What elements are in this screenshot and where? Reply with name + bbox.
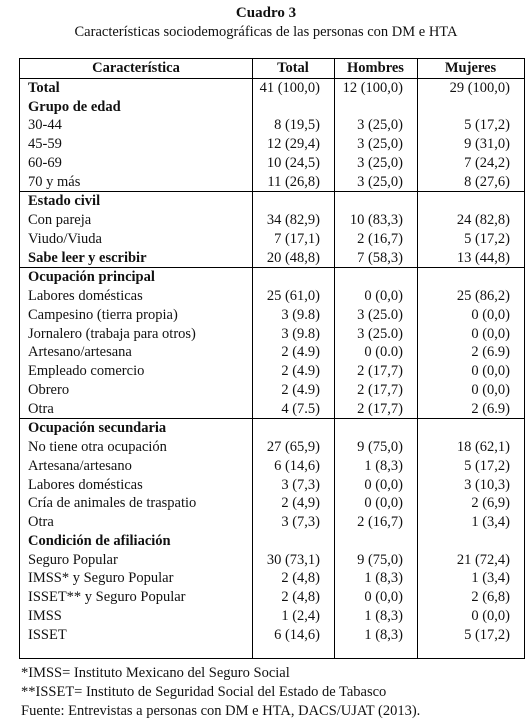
cell-hombres: 3 (25,0) [357, 154, 403, 171]
row-label: Viudo/Viuda [28, 230, 102, 247]
table-row [20, 381, 524, 400]
table-row [20, 362, 524, 381]
cell-mujeres: 29 (100,0) [449, 79, 510, 96]
cell-hombres [334, 419, 417, 438]
cell-hombres: 3 (25,0) [357, 117, 403, 134]
row-label: Grupo de edad [28, 98, 121, 115]
sociodemographic-table [20, 59, 524, 644]
section-header-row [20, 419, 524, 438]
cell-hombres: 2 (17,7) [357, 381, 403, 398]
row-label: Con pareja [28, 212, 92, 228]
cell-mujeres [417, 192, 524, 211]
row-label: Empleado comercio [28, 363, 145, 379]
row-label: Labores domésticas [28, 288, 143, 304]
row-label: Jornalero (trabaja para otros) [28, 325, 196, 342]
cell-total: 2 (4,8) [281, 589, 320, 605]
cell-mujeres: 2 (6.9) [471, 344, 510, 361]
cell-mujeres: 0 (0,0) [471, 381, 510, 398]
cell-mujeres: 3 (10,3) [464, 476, 510, 493]
cell-hombres [334, 98, 417, 117]
cell-mujeres: 25 (86,2) [456, 288, 510, 304]
cell-total: 30 (73,1) [266, 551, 320, 568]
footnotes [21, 664, 526, 721]
table-row [20, 400, 524, 419]
table-row [20, 78, 524, 97]
footnote-isset: **ISSET= Instituto de Seguridad Social del Estado de Tabasco [21, 684, 387, 700]
cell-mujeres: 7 (24,2) [464, 154, 510, 171]
cell-hombres: 3 (25,0) [357, 136, 403, 152]
cell-hombres: 1 (8,3) [364, 626, 403, 643]
cell-mujeres: 9 (31,0) [464, 136, 510, 152]
cell-hombres: 3 (25,0) [357, 173, 403, 190]
cell-mujeres: 0 (0,0) [471, 325, 510, 342]
header-row [20, 59, 524, 78]
table-row [20, 476, 524, 495]
cell-mujeres: 5 (17,2) [464, 626, 510, 643]
row-label: Ocupación secundaria [20, 419, 252, 438]
cell-mujeres: 8 (27,6) [464, 173, 510, 190]
section-header-row [20, 268, 524, 287]
section-header-row [20, 532, 524, 551]
cell-mujeres: 13 (44,8) [456, 249, 510, 266]
table-row [20, 249, 524, 268]
cell-hombres: 12 (100,0) [342, 79, 403, 96]
cell-mujeres [417, 98, 524, 117]
row-label: ISSET [28, 626, 67, 643]
cell-hombres [334, 192, 417, 211]
row-label: Labores domésticas [28, 476, 143, 493]
cell-total: 3 (7,3) [281, 476, 320, 493]
cell-total: 27 (65,9) [266, 439, 320, 455]
table-row [20, 230, 524, 249]
cell-hombres: 2 (17,7) [357, 363, 403, 379]
row-label: IMSS* y Seguro Popular [28, 570, 174, 587]
cell-mujeres [417, 268, 524, 287]
row-label: Obrero [28, 381, 70, 398]
row-label: Total [28, 79, 60, 96]
cell-hombres: 0 (0,0) [364, 495, 403, 512]
cell-hombres: 9 (75,0) [357, 551, 403, 568]
cell-hombres: 0 (0.0) [364, 344, 403, 361]
column-header-total: Total [252, 59, 334, 78]
section-header-row [20, 98, 524, 117]
row-label: Cría de animales de traspatio [28, 495, 197, 512]
footnote-imss: *IMSS= Instituto Mexicano del Seguro Social [21, 665, 290, 681]
table-row [20, 457, 524, 476]
cell-total: 41 (100,0) [259, 79, 320, 96]
row-label: 70 y más [28, 173, 81, 190]
table-row [20, 173, 524, 192]
section-header-row [20, 192, 524, 211]
column-header-mujeres: Mujeres [417, 59, 524, 78]
cell-hombres [334, 532, 417, 551]
cell-total: 3 (7,3) [281, 514, 320, 530]
cell-mujeres: 5 (17,2) [464, 457, 510, 474]
column-header-caracteristica: Característica [20, 59, 252, 78]
row-label: Campesino (tierra propia) [28, 306, 178, 323]
table-row [20, 551, 524, 570]
row-label: Otra [28, 514, 54, 530]
row-label: 30-44 [28, 117, 62, 134]
cell-mujeres: 2 (6,8) [471, 589, 510, 605]
cell-total: 3 (9.8) [281, 306, 320, 323]
cell-mujeres: 1 (3,4) [471, 570, 510, 587]
table-row [20, 438, 524, 457]
cell-total: 4 (7.5) [281, 400, 320, 417]
cell-hombres: 2 (16,7) [357, 230, 403, 247]
cell-hombres: 2 (16,7) [357, 514, 403, 530]
table-title: Cuadro 3 [235, 5, 297, 21]
cell-total: 3 (9.8) [281, 325, 320, 342]
table-row [20, 513, 524, 532]
cell-hombres: 1 (8,3) [364, 607, 403, 624]
cell-total: 2 (4.9) [281, 381, 320, 398]
cell-mujeres: 0 (0,0) [471, 363, 510, 379]
column-header-hombres: Hombres [334, 59, 417, 78]
cell-mujeres: 24 (82,8) [456, 212, 510, 228]
cell-total: 2 (4,9) [281, 495, 320, 512]
cell-total: 7 (17,1) [274, 230, 320, 247]
cell-hombres: 2 (17,7) [357, 400, 403, 417]
cell-hombres: 7 (58,3) [357, 249, 403, 266]
cell-total: 2 (4,8) [281, 570, 320, 587]
row-label: Artesana/artesano [28, 457, 132, 474]
table-row [20, 569, 524, 588]
cell-total: 6 (14,6) [274, 457, 320, 474]
row-label: Ocupación principal [20, 268, 252, 287]
table-row [20, 154, 524, 173]
table-subtitle: Características sociodemográficas de las personas con DM e HTA [74, 24, 458, 40]
cell-total [252, 532, 334, 551]
cell-mujeres [417, 419, 524, 438]
table-row [20, 306, 524, 325]
cell-total [252, 419, 334, 438]
row-label: Artesano/artesana [28, 344, 132, 361]
cell-hombres: 0 (0,0) [364, 589, 403, 605]
cell-hombres: 1 (8,3) [364, 457, 403, 474]
cell-total [252, 192, 334, 211]
cell-mujeres: 0 (0,0) [471, 306, 510, 323]
cell-mujeres: 0 (0,0) [471, 607, 510, 624]
table-row [20, 211, 524, 230]
cell-mujeres: 21 (72,4) [456, 551, 510, 568]
cell-hombres: 0 (0,0) [364, 288, 403, 304]
cell-total: 8 (19,5) [274, 117, 320, 134]
cell-total: 10 (24,5) [266, 154, 320, 171]
source-note: Fuente: Entrevistas a personas con DM e HTA, DACS/UJAT (2013). [21, 703, 421, 719]
cell-total: 1 (2,4) [281, 607, 320, 624]
table-row [20, 287, 524, 306]
table-row [20, 343, 524, 362]
cell-mujeres: 5 (17,2) [464, 117, 510, 134]
cell-total: 6 (14,6) [274, 626, 320, 643]
table-row [20, 325, 524, 344]
cell-hombres [334, 268, 417, 287]
cell-hombres: 1 (8,3) [364, 570, 403, 587]
row-label: 60-69 [28, 154, 62, 171]
cell-total: 20 (48,8) [266, 249, 320, 266]
cell-mujeres: 2 (6.9) [471, 400, 510, 417]
cell-total [252, 98, 334, 117]
table-row [20, 494, 524, 513]
cell-total: 12 (29,4) [266, 136, 320, 152]
row-label: IMSS [28, 607, 62, 624]
cell-total: 11 (26,8) [267, 173, 320, 190]
cell-hombres: 3 (25.0) [357, 306, 403, 323]
row-label: Otra [28, 400, 54, 417]
row-label: Condición de afiliación [28, 532, 171, 549]
table-row [20, 116, 524, 135]
table-row [20, 588, 524, 607]
cell-mujeres: 2 (6,9) [471, 495, 510, 512]
table-row [20, 626, 524, 645]
row-label: No tiene otra ocupación [28, 439, 167, 455]
cell-mujeres: 1 (3,4) [471, 514, 510, 530]
cell-hombres: 9 (75,0) [357, 439, 403, 455]
cell-total: 25 (61,0) [266, 288, 320, 304]
cell-mujeres: 18 (62,1) [456, 439, 510, 455]
cell-total: 2 (4.9) [281, 363, 320, 379]
table-row [20, 135, 524, 154]
cell-mujeres [417, 532, 524, 551]
cell-total: 2 (4.9) [281, 344, 320, 361]
table-row [20, 607, 524, 626]
row-label: Seguro Popular [28, 551, 118, 568]
row-label: ISSET** y Seguro Popular [28, 589, 186, 605]
row-label: 45-59 [28, 136, 62, 152]
cell-total: 34 (82,9) [266, 212, 320, 228]
row-label: Estado civil [20, 192, 252, 211]
cell-hombres: 10 (83,3) [349, 212, 403, 228]
row-label: Sabe leer y escribir [28, 249, 147, 266]
cell-total [252, 268, 334, 287]
cell-hombres: 0 (0,0) [364, 476, 403, 493]
table-body [20, 78, 524, 644]
cell-hombres: 3 (25.0) [357, 325, 403, 342]
cell-mujeres: 5 (17,2) [464, 230, 510, 247]
